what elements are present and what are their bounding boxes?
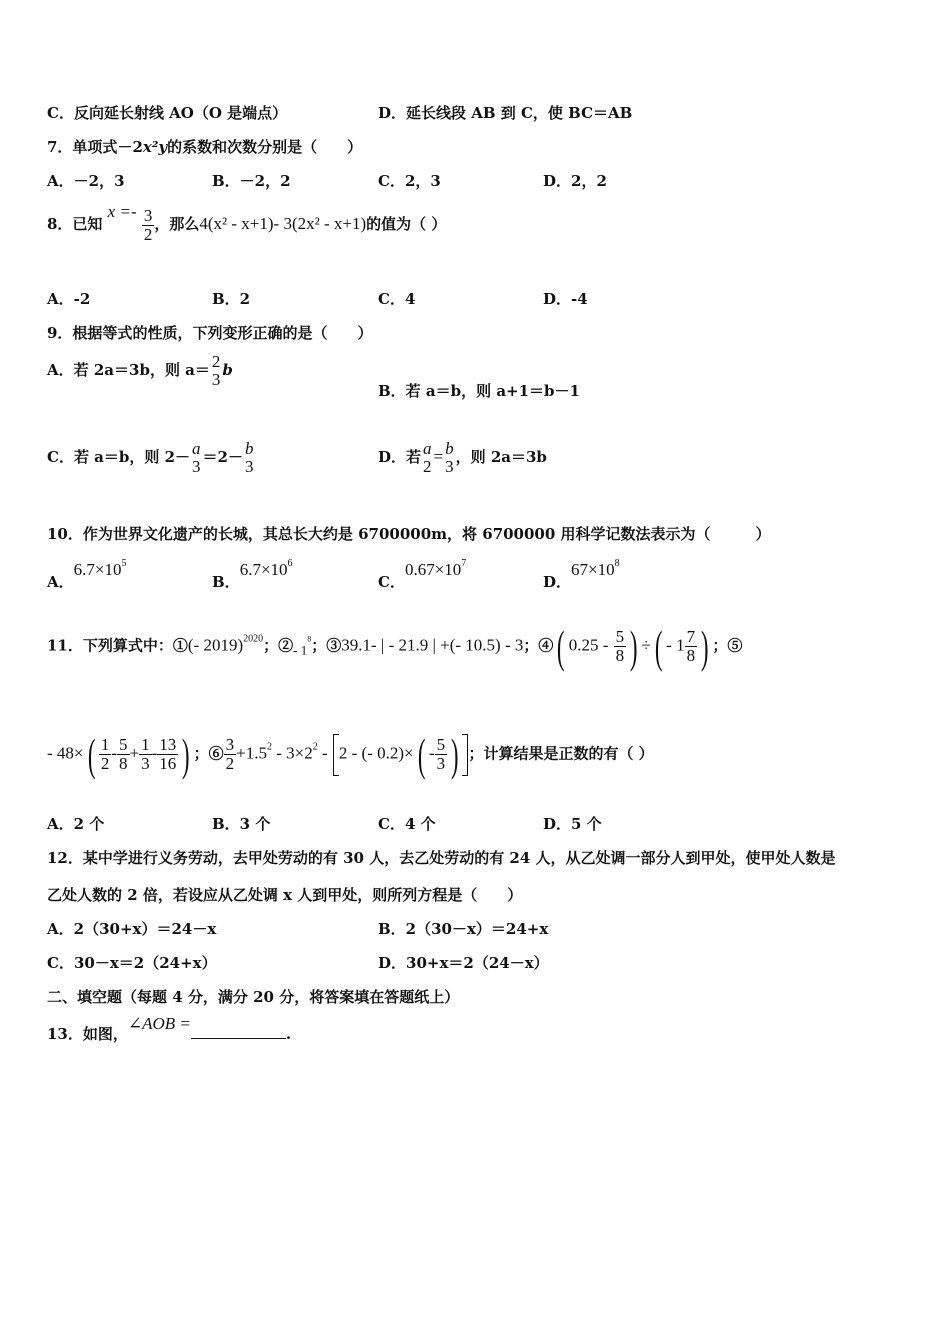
q11-sep4: ； <box>712 636 728 655</box>
q10-c-base: 0.67×10 <box>404 560 462 579</box>
q11-e5-op1: - <box>111 743 117 763</box>
q11-e6-rparen: ) <box>450 729 459 780</box>
q10-option-c <box>378 558 466 592</box>
q11-e4-rparen: ) <box>629 621 638 672</box>
q11-e1: (- 2019) <box>187 635 244 655</box>
q11-e5-frac2 <box>117 736 130 773</box>
q10-b-exp: 6 <box>287 558 293 569</box>
q11-e5-frac4 <box>157 736 178 773</box>
q6-option-c: C．反向延长射线 AO（O 是端点） <box>47 104 288 122</box>
q10-d-exp: 8 <box>614 558 620 569</box>
q11-sep3: ； <box>523 636 539 655</box>
q11-e4-n2: 7 <box>686 627 696 647</box>
q11-e1-exp: 2020 <box>243 633 264 645</box>
q11-e6-d2: 3 <box>436 754 446 773</box>
q7-option-c: C．2，3 <box>378 172 441 190</box>
q9-a-prefix: A．若 2a＝3b，则 a＝ <box>47 360 210 379</box>
q9-a-fraction <box>210 353 223 389</box>
q10-d-base: 67×10 <box>571 560 615 579</box>
q11-e3: 39.1- | - 21.9 | +(- 10.5) - 3 <box>341 635 524 655</box>
q7-option-b: B．－2，2 <box>212 172 291 190</box>
q9-c-fraction2 <box>243 440 256 476</box>
q11-e5-lparen: ( <box>87 729 95 780</box>
q11-e6-b: - 3×2 <box>271 743 313 763</box>
q8-option-a: A．-2 <box>47 290 91 308</box>
q12-option-c: C．30－x＝2（24+x） <box>47 954 217 972</box>
q9-d-den1: 2 <box>423 456 432 476</box>
q8-option-d: D．-4 <box>543 290 588 308</box>
q8-suffix: 的值为（ ） <box>366 215 447 233</box>
q8-prefix: 8．已知 <box>47 215 103 233</box>
q9-d-num2: b <box>445 439 454 458</box>
q10-b-label: B． <box>212 573 240 591</box>
q11-e4-lparen: ( <box>557 621 565 672</box>
q11-e5-op3: - <box>151 743 158 763</box>
q9-c-mid: ＝2－ <box>202 447 243 466</box>
q9-d-num1: a <box>423 439 432 458</box>
q11-line2 <box>47 728 654 781</box>
q9-c-fraction1 <box>190 440 203 476</box>
q11-e5-n1: 1 <box>100 735 110 755</box>
q11-e5-d2: 8 <box>119 754 128 773</box>
q11-e6-lparen: ( <box>417 729 426 780</box>
q11-e2: - 1 <box>293 642 308 658</box>
q11-sep2: ； <box>311 636 327 655</box>
q8-expr: 4(x² - x+1)- 3(2x² - x+1) <box>199 214 367 233</box>
q13-suffix: . <box>285 1025 292 1043</box>
q9-d-suffix: ，则 2a＝3b <box>455 447 547 466</box>
q11-e5-rparen: ) <box>182 729 190 780</box>
q11-e6-frac2 <box>435 736 448 773</box>
q9-a-num: 2 <box>211 352 221 371</box>
q9-c-num2: b <box>244 439 254 458</box>
q11-e5-n4: 13 <box>159 735 177 755</box>
q8-cond-num: 3 <box>143 205 153 225</box>
q9-c-num1: a <box>192 439 201 458</box>
q9-c-prefix: C．若 a＝b，则 2－ <box>47 447 191 466</box>
q11-e5-d4: 16 <box>159 754 177 773</box>
q11-e4-lparen2: ( <box>654 621 663 672</box>
q11-e4-c: - 1 <box>666 635 685 655</box>
q11-e6-a-exp: 2 <box>266 741 272 753</box>
q13-expr: ∠AOB = <box>127 1014 191 1033</box>
q8-option-c: C．4 <box>378 290 416 308</box>
q11-e5-d3: 3 <box>141 754 150 773</box>
q11-e6-a: +1.5 <box>236 743 267 763</box>
q9-d-eq: = <box>433 446 444 466</box>
q10-b-base: 6.7×10 <box>239 560 288 579</box>
q11-c2: ② <box>278 636 294 655</box>
q11-option-b: B．3 个 <box>212 815 271 833</box>
q11-e4-rparen2: ) <box>700 621 709 672</box>
q7-suffix: 的系数和次数分别是（ ） <box>167 138 363 156</box>
q9-option-b: B．若 a＝b，则 a+1＝b－1 <box>378 382 580 400</box>
q11-e6-n: 3 <box>225 735 235 755</box>
q8-cond-den: 2 <box>143 224 153 244</box>
q11-e5-n2: 5 <box>119 735 128 755</box>
q7-option-a: A．－2，3 <box>47 172 125 190</box>
q12-option-a: A．2（30+x）＝24－x <box>47 920 217 938</box>
q6-option-d: D．延长线段 AB 到 C，使 BC＝AB <box>378 104 633 122</box>
q8-option-b: B．2 <box>212 290 251 308</box>
q11-option-c: C．4 个 <box>378 815 436 833</box>
q11-e6-in: 2 - (- 0.2)× <box>338 743 414 763</box>
q11-option-d: D．5 个 <box>543 815 602 833</box>
q7-stem <box>47 136 362 157</box>
q11-e4-frac1 <box>614 628 627 665</box>
q9-a-suffix: b <box>222 360 233 379</box>
q9-option-c <box>47 440 255 476</box>
q10-option-d <box>543 558 620 592</box>
q11-option-a: A．2 个 <box>47 815 105 833</box>
q8-mid: ，那么 <box>154 215 200 233</box>
q10-c-label: C． <box>378 573 405 591</box>
q11-e6-c: - <box>317 743 328 763</box>
q12-option-b: B．2（30－x）＝24+x <box>378 920 549 938</box>
q12-line1: 12．某中学进行义务劳动，去甲处劳动的有 30 人，去乙处劳动的有 24 人，从乙处调一部分人到甲处，使甲处人数是 <box>47 849 836 867</box>
q8-cond-lhs: x =- <box>107 202 137 221</box>
q9-d-fraction2 <box>443 440 456 476</box>
q11-c5: ⑤ <box>727 636 743 655</box>
q10-option-a <box>47 558 126 592</box>
q11-e5-op2: + <box>129 743 140 763</box>
q11-e5-frac3 <box>139 736 152 773</box>
q13-answer-blank[interactable] <box>191 1024 286 1039</box>
q10-option-b <box>212 558 293 592</box>
q9-stem: 9．根据等式的性质，下列变形正确的是（ ） <box>47 324 373 342</box>
q11-e6-b-exp: 2 <box>312 741 318 753</box>
q11-e6-frac1 <box>224 736 237 773</box>
q9-option-d <box>378 440 547 476</box>
q11-e5-n3: 1 <box>141 735 150 755</box>
q11-e6-in2: - <box>428 743 435 763</box>
q11-c6: ⑥ <box>208 744 224 763</box>
q11-sep5: ； <box>193 744 209 763</box>
q11-e4-d1: 8 <box>615 646 625 665</box>
q7-option-d: D．2，2 <box>543 172 607 190</box>
q10-a-exp: 5 <box>121 558 127 569</box>
q11-e6-d: 2 <box>225 754 235 773</box>
q9-d-fraction1 <box>421 440 434 476</box>
q9-option-a <box>47 353 233 389</box>
q7-prefix: 7．单项式－2 <box>47 138 143 156</box>
q7-expr: x²y <box>142 138 168 156</box>
q11-e2-exp: 8 <box>307 634 312 644</box>
q8-stem <box>47 202 446 243</box>
q9-d-prefix: D．若 <box>378 447 422 466</box>
q11-e4-div: ÷ <box>641 635 651 655</box>
q11-e5-a: - 48× <box>47 743 84 763</box>
q11-e4-d2: 8 <box>686 646 696 665</box>
q11-line1 <box>47 620 742 673</box>
q11-c3: ③ <box>326 636 342 655</box>
q11-c4: ④ <box>538 636 554 655</box>
q11-e5-d1: 2 <box>100 754 110 773</box>
q9-d-den2: 3 <box>445 456 454 476</box>
q11-e6-n2: 5 <box>436 735 446 755</box>
q9-c-den1: 3 <box>192 456 201 476</box>
q11-e5-frac1 <box>99 736 112 773</box>
q11-prefix: 11．下列算式中：① <box>47 636 188 655</box>
q11-e4-n1: 5 <box>615 627 625 647</box>
q11-suffix: ；计算结果是正数的有（ ） <box>468 744 654 763</box>
q11-e4-frac2 <box>685 628 698 665</box>
q9-c-den2: 3 <box>244 456 254 476</box>
q10-d-label: D． <box>543 573 572 591</box>
section-2-heading: 二、填空题（每题 4 分，满分 20 分，将答案填在答题纸上） <box>47 988 460 1006</box>
q11-e4-a: 0.25 - <box>568 635 609 655</box>
q10-a-base: 6.7×10 <box>73 560 122 579</box>
q8-cond-fraction <box>142 207 155 244</box>
q12-line2: 乙处人数的 2 倍，若设应从乙处调 x 人到甲处，则所列方程是（ ） <box>47 886 523 904</box>
q9-a-den: 3 <box>211 369 221 389</box>
q10-a-label: A． <box>47 573 74 591</box>
q13-stem <box>47 1014 291 1044</box>
q13-prefix: 13．如图， <box>47 1025 128 1043</box>
q10-stem: 10．作为世界文化遗产的长城，其总长大约是 6700000m，将 6700000 用科学记数法表示为（ ） <box>47 525 771 543</box>
q11-sep1: ； <box>263 636 279 655</box>
q12-option-d: D．30+x＝2（24－x） <box>378 954 549 972</box>
q10-c-exp: 7 <box>461 558 467 569</box>
